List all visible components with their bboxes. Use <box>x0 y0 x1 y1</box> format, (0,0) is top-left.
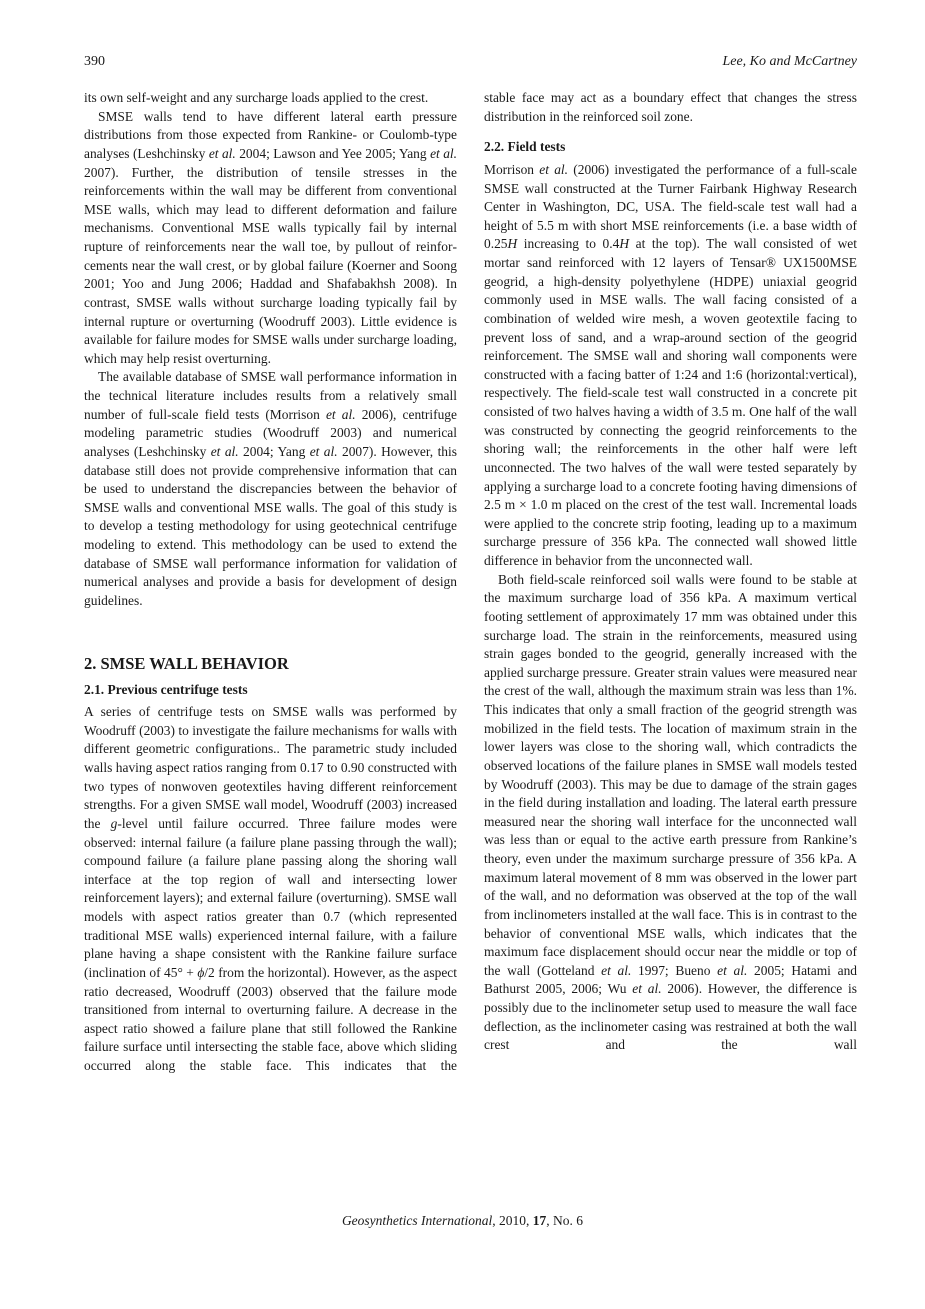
page-footer <box>0 1213 925 1229</box>
subsection-heading: 2.1. Previous centrifuge tests <box>84 681 248 697</box>
right-column <box>484 89 857 1055</box>
paragraph: A series of centrifuge tests on SMSE walls was performed by Woodruff (2003) to investigate the failure mechanisms for walls with different geometric configurations.. The parametric study included walls having aspect ratios ranging from 0.17 to 0.90 constructed with two types of nonwoven geotextiles having different reinforcement strengths. For a given SMSE wall model, Woodruff (2003) increased the g-level until failure occurred. Three failure modes were observed: internal failure (a failure plane passing through the wall); compound failure (a failure plane passing along the shoring wall interface at the top region of wall and intersecting lower reinforcement layers); and external failure (overturning). SMSE wall models with aspect ratios greater than 0.7 (which represented traditional MSE walls) experienced internal failure, with a failure plane having a shape consistent with the Rankine failure surface (inclination of 45° + ϕ/2 from the horizontal). However, as the aspect ratio decreased, Woodruff (2003) observed that the failure mode transitioned from internal to overturning failure. A decrease in the aspect ratio showed a failure plane that still followed the Rankine failure surface until intersecting the stable face, above which sliding occurred along the stable face. This indicates that the <box>84 704 457 1073</box>
footer-issue: , No. 6 <box>546 1213 584 1228</box>
paragraph: stable face may act as a boundary effect that changes the stress distribution in the reinforced soil zone. <box>484 90 857 124</box>
section-heading: 2. SMSE WALL BEHAVIOR <box>84 653 289 673</box>
paragraph: Both field-scale reinforced soil walls were found to be stable at the maximum surcharge load of 356 kPa. A maximum vertical footing settlement of approximately 17 mm was obtained under this surcharge load. The strain in the reinforcements, measured using strain gages bonded to the geogrid, generally increased with the applied surcharge pressure. Greater strain values were measured near the crest of the wall, although the maximum strain was less than 1%. This indicates that only a small fraction of the geogrid strength was mobilized in the field tests. The location of maximum strain in the lower layers was close to the shoring wall, which contradicts the observed locations of the failure planes in SMSE wall models tested by Woodruff (2003). This may be due to damage of the strain gages in the field during installation and loading. The lateral earth pressure measured near the shoring wall interface for the unconnected wall was less than or equal to the active earth pressure from Rankine’s theory, even under the maximum surcharge pressure of 356 kPa. A maximum lateral movement of 8 mm was observed in the lower part of the wall, and no deformation was observed at the top of the wall from inclinometers installed at the wall face. This is in contrast to the behavior of conventional MSE walls, which indicates that the maximum face displacement should occur near the middle or top of the wall (Gotteland et al. 1997; Bueno et al. 2005; Hatami and Bathurst 2005, 2006; Wu et al. 2006). However, the difference is possibly due to the inclinometer setup used to measure the wall face deflection, as the inclinometer casing was restrained at both the wall crest and the wall <box>484 571 858 1053</box>
paragraph: its own self-weight and any surcharge loads applied to the crest. <box>84 90 429 105</box>
subsection-heading: 2.2. Field tests <box>484 139 566 155</box>
running-head: Lee, Ko and McCartney <box>722 54 857 69</box>
left-column <box>84 89 457 1076</box>
paragraph: SMSE walls tend to have different lateral earth pressure distributions from those expected from Rankine- or Coulomb-type analyses (Leshchinsky et al. 2004; Lawson and Yee 2005; Yang et al. 2007). Further, the distribution of tensile stresses in the reinforcements within the wall may be different from conventional MSE walls, which may lead to different deformation and failure mechanisms. Conventional MSE walls typically fail by internal rupture of reinforcements near the wall toe, by pullout of reinforcements near the wall crest, or by global failure (Koerner and Soong 2001; Yoo and Jung 2006; Haddad and Shafabakhsh 2008). In contrast, SMSE walls without surcharge loading typically fail by internal rupture or overturning (Woodruff 2003). Little evidence is available for failure modes for SMSE walls under surcharge loading, which may help resist overturning. <box>84 108 458 366</box>
footer-year: , 2010, <box>492 1213 533 1228</box>
paragraph: The available database of SMSE wall performance information in the technical literature includes results from a relatively small number of full-scale field tests (Morrison et al. 2006), centrifuge modeling parametric studies (Woodruff 2003) and numerical analyses (Leshchinsky et al. 2004; Yang et al. 2007). However, this database still does not provide comprehensive information that can be used to understand the discrepancies between the behavior of SMSE walls and conventional MSE walls. The goal of this study is to develop a testing methodology for using geotechnical centrifuge modeling to extend. This methodology can be used to extend the database of SMSE wall performance information for validation of numerical analyses and provide a basis for development of design guidelines. <box>84 369 457 608</box>
footer-volume: 17 <box>532 1213 547 1228</box>
journal-name: Geosynthetics International <box>341 1213 493 1228</box>
paragraph: Morrison et al. (2006) investigated the performance of a full-scale SMSE wall constructed at the Turner Fairbank Highway Research Center in Washington, DC, USA. The field-scale test wall had a height of 5.5 m with short MSE reinforcements (i.e. a base width of 0.25H increasing to 0.4H at the top). The wall consisted of wet mortar sand reinforced with 12 layers of Tensar® UX1500MSE geogrid, a high-density polyethylene (HDPE) uniaxial geogrid commonly used in MSE walls. The wall facing consisted of a combination of welded wire mesh, a woven geotextile facing to prevent loss of sand, and a wrap-around section of the geogrid reinforcement. The SMSE wall and shoring wall components were constructed with a facing batter of 1:24 and 1:6 (horizontal:vertical), respectively. The field-scale test wall constructed in a concrete pit consisted of two halves having a width of 3.5 m. One half of the wall was constructed by connecting the geogrid reinforcements to the shoring wall; the reinforcements in the other half were left unconnected. The two halves of the wall were tested separately by applying a surcharge load to a concrete footing having dimensions of 2.5 m × 1.0 m placed on the crest of the test wall. Incremental loads were applied to the concrete strip footing, leading up to a maximum surcharge pressure of 356 kPa. The connected wall showed little difference in behavior from the unconnected wall. <box>484 161 857 568</box>
page-number: 390 <box>84 54 105 69</box>
